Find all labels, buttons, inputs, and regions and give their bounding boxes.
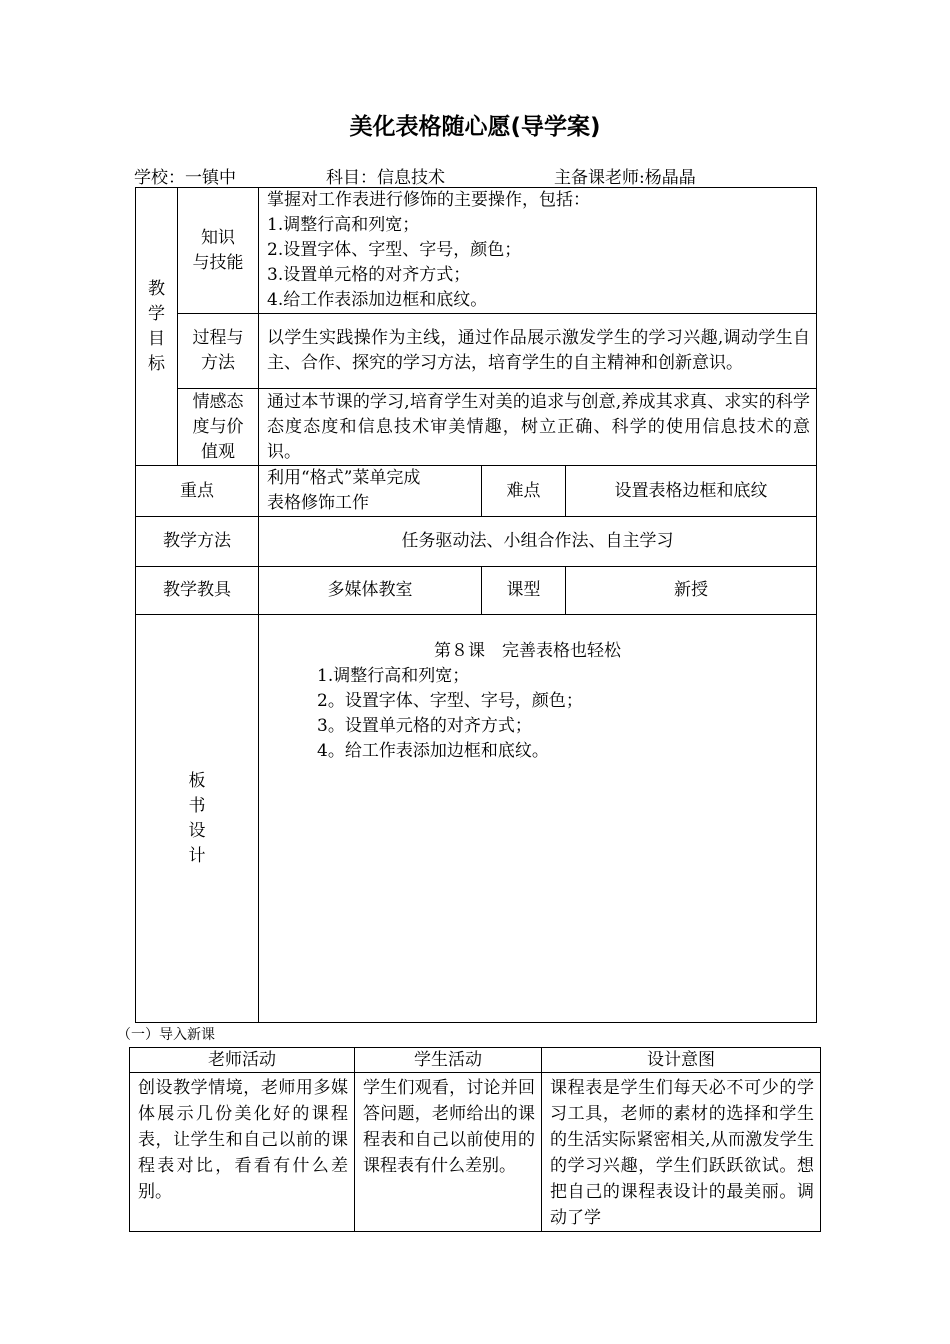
difficulty-value: 设置表格边框和底纹	[566, 466, 817, 517]
objectives-label-text: 教学目标	[148, 278, 165, 374]
lesson-type-value: 新授	[566, 567, 817, 615]
emotion-label-line3: 值观	[201, 441, 235, 462]
knowledge-label	[178, 188, 259, 314]
teacher-activity-cell: 创设教学情境，老师用多媒体展示几份美化好的课程表，让学生和自己以前的课程表对比，看看有什么差别。	[130, 1073, 355, 1232]
page-title: 美化表格随心愿(导学案)	[349, 114, 601, 140]
lesson-type-label: 课型	[482, 567, 566, 615]
section-title: （一）导入新课	[117, 1027, 215, 1043]
emotion-label	[178, 389, 259, 466]
subject-field: 科目：信息技术	[326, 168, 445, 188]
method-label: 教学方法	[136, 517, 259, 567]
tools-value: 多媒体教室	[259, 567, 482, 615]
knowledge-content	[259, 188, 817, 314]
emotion-label-line1: 情感态	[192, 391, 244, 412]
board-heading: 第８课 完善表格也轻松	[434, 641, 622, 661]
key-point-label: 重点	[136, 466, 259, 517]
key-point-line2: 表格修饰工作	[267, 493, 369, 513]
student-activity-cell: 学生们观看，讨论并回答问题，老师给出的课程表和自己以前使用的课程表有什么差别。	[355, 1073, 542, 1232]
process-content: 以学生实践操作为主线，通过作品展示激发学生的学习兴趣,调动学生自主、合作、探究的学习方法，培育学生的自主精神和创新意识。	[259, 314, 817, 389]
knowledge-label-line2: 与技能	[192, 252, 244, 273]
knowledge-line: 3.设置单元格的对齐方式；	[267, 265, 471, 285]
board-item: 1.调整行高和列宽；	[317, 666, 470, 686]
lesson-plan-table	[135, 187, 817, 1023]
process-label-line1: 过程与	[192, 328, 244, 348]
school-field: 学校：一镇中	[134, 168, 236, 188]
header-student-activity: 学生活动	[355, 1048, 542, 1073]
activity-table	[129, 1047, 821, 1232]
knowledge-line: 4.给工作表添加边框和底纹。	[267, 290, 488, 310]
emotion-label-line2: 度与价	[192, 416, 244, 437]
key-point-line1: 利用“格式”菜单完成	[267, 468, 421, 488]
knowledge-label-line1: 知识	[201, 227, 235, 248]
process-label	[178, 314, 259, 389]
knowledge-line: 1.调整行高和列宽；	[267, 215, 420, 235]
teacher-field: 主备课老师:杨晶晶	[554, 168, 696, 188]
tools-label: 教学教具	[136, 567, 259, 615]
header-design-intent: 设计意图	[542, 1048, 821, 1073]
method-value: 任务驱动法、小组合作法、自主学习	[259, 517, 817, 567]
board-label	[136, 615, 259, 1023]
header-teacher-activity: 老师活动	[130, 1048, 355, 1073]
board-item: 3。设置单元格的对齐方式；	[317, 716, 532, 736]
objectives-label	[136, 188, 178, 466]
board-content	[259, 615, 817, 1023]
difficulty-label: 难点	[482, 466, 566, 517]
key-point-value	[259, 466, 482, 517]
knowledge-line: 掌握对工作表进行修饰的主要操作，包括：	[267, 190, 590, 210]
board-label-text: 板书设计	[188, 770, 206, 866]
process-label-line2: 方法	[201, 353, 235, 373]
emotion-content: 通过本节课的学习,培育学生对美的追求与创意,养成其求真、求实的科学态度态度和信息技术审美情趣，树立正确、科学的使用信息技术的意识。	[259, 389, 817, 466]
board-item: 4。给工作表添加边框和底纹。	[317, 741, 549, 761]
design-intent-cell: 课程表是学生们每天必不可少的学习工具，老师的素材的选择和学生的生活实际紧密相关,从而激发学生的学习兴趣，学生们跃跃欲试。想把自己的课程表设计的最美丽。调动了学	[542, 1073, 821, 1232]
board-item: 2。设置字体、字型、字号，颜色；	[317, 691, 583, 711]
knowledge-line: 2.设置字体、字型、字号，颜色；	[267, 240, 522, 260]
